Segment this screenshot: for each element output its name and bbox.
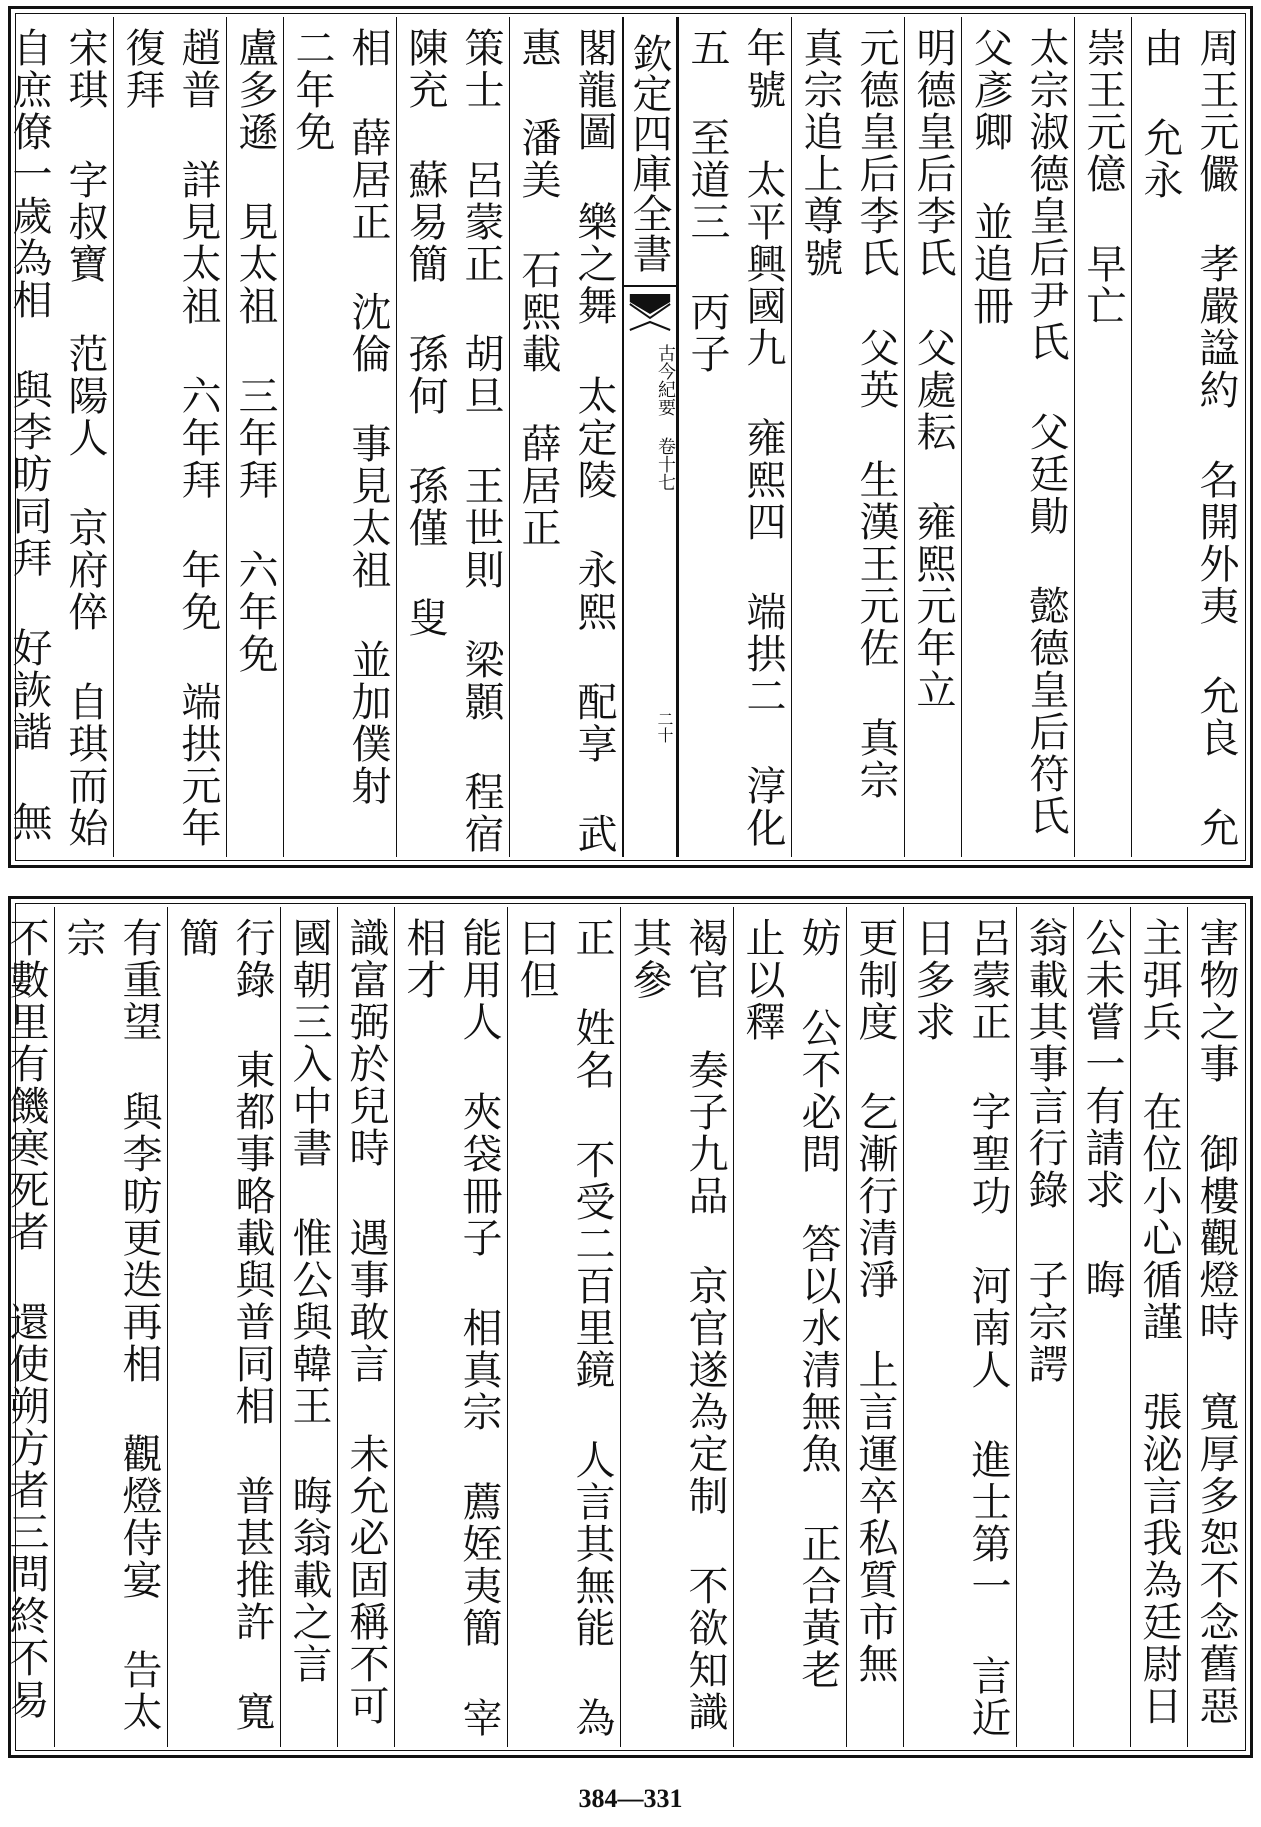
text-column: 閣龍圖 樂之舞 太定陵 永熙 配享 武惠 潘美 石熙載 薛居正 [509, 17, 622, 857]
lower-book-page [3, 896, 1253, 1758]
text-column: 識富弼於兒時 遇事敢言 未允必固稱不可 [337, 907, 394, 1747]
text-column: 周王元儼 孝嚴諡約 名開外夷 允良 允由 允永 [1131, 17, 1244, 857]
text-column: 公未嘗一有請求 晦 [1073, 907, 1130, 1747]
spine-title: 欽定四庫全書 [624, 17, 676, 287]
text-column: 害物之事 御樓觀燈時 寬厚多恕不念舊惡 [1187, 907, 1244, 1747]
text-column: 年號 太平興國九 雍熙四 端拱二 淳化五 至道三 丙子 [678, 17, 791, 857]
text-column: 妨 公不必問 答以水清無魚 正合黃老 止以釋 [733, 907, 846, 1747]
text-column: 相 薛居正 沈倫 事見太祖 並加僕射 二年免 [283, 17, 396, 857]
text-column: 不數里有饑寒死者 還使朔方者三問終不易 [0, 907, 54, 1747]
text-column: 有重望 與李昉更迭再相 觀燈侍宴 告太宗 [54, 907, 167, 1747]
lower-text-columns [3, 907, 1244, 1747]
text-column: 趙普 詳見太祖 六年拜 年免 端拱元年復拜 [113, 17, 226, 857]
text-column: 元德皇后李氏 父英 生漢王元佐 真宗 真宗追上尊號 [791, 17, 904, 857]
text-column: 褐官 奏子九品 京官遂為定制 不欲知識其參 [620, 907, 733, 1747]
spine-book-volume: 古今紀要 卷十七 [655, 343, 676, 491]
text-column: 翁載其事言行錄 子宗諤 [1016, 907, 1073, 1747]
fish-tail-mark-icon [628, 292, 672, 332]
leaf-number: 二十 [655, 711, 674, 743]
text-column: 更制度 乞漸行清淨 上言運卒私質市無 [846, 907, 903, 1747]
text-column: 正 姓名 不受二百里鏡 人言其無能 為曰但 [507, 907, 620, 1747]
text-column: 主弭兵 在位小心循謹 張泌言我為廷尉日 [1130, 907, 1187, 1747]
text-column: 明德皇后李氏 父處耘 雍熙元年立 [904, 17, 961, 857]
text-column: 崇王元億 早亡 [1074, 17, 1131, 857]
text-column: 宋琪 字叔寶 范陽人 京府倅 自琪而始 自庶僚一歲為相 與李昉同拜 好詼諧 無 [0, 17, 113, 857]
upper-book-page [8, 6, 1253, 868]
upper-text-columns [6, 17, 1244, 857]
text-column: 太宗淑德皇后尹氏 父廷勛 懿德皇后符氏 父彥卿 並追冊 [961, 17, 1074, 857]
text-column: 能用人 夾袋冊子 相真宗 薦姪夷簡 宰相才 [394, 907, 507, 1747]
page-number: 384—331 [578, 1784, 683, 1813]
center-spine [622, 17, 678, 857]
text-column: 呂蒙正 字聖功 河南人 進士第一 言近日多求 [903, 907, 1016, 1747]
text-column: 國朝三入中書 惟公與韓王 晦翁載之言 [280, 907, 337, 1747]
text-column: 行錄 東都事略載與普同相 普甚推許 寬簡 [167, 907, 280, 1747]
text-column: 策士 呂蒙正 胡旦 王世則 梁顥 程宿 陳充 蘇易簡 孫何 孫僅 叟 [396, 17, 509, 857]
text-column: 盧多遜 見太祖 三年拜 六年免 [226, 17, 283, 857]
